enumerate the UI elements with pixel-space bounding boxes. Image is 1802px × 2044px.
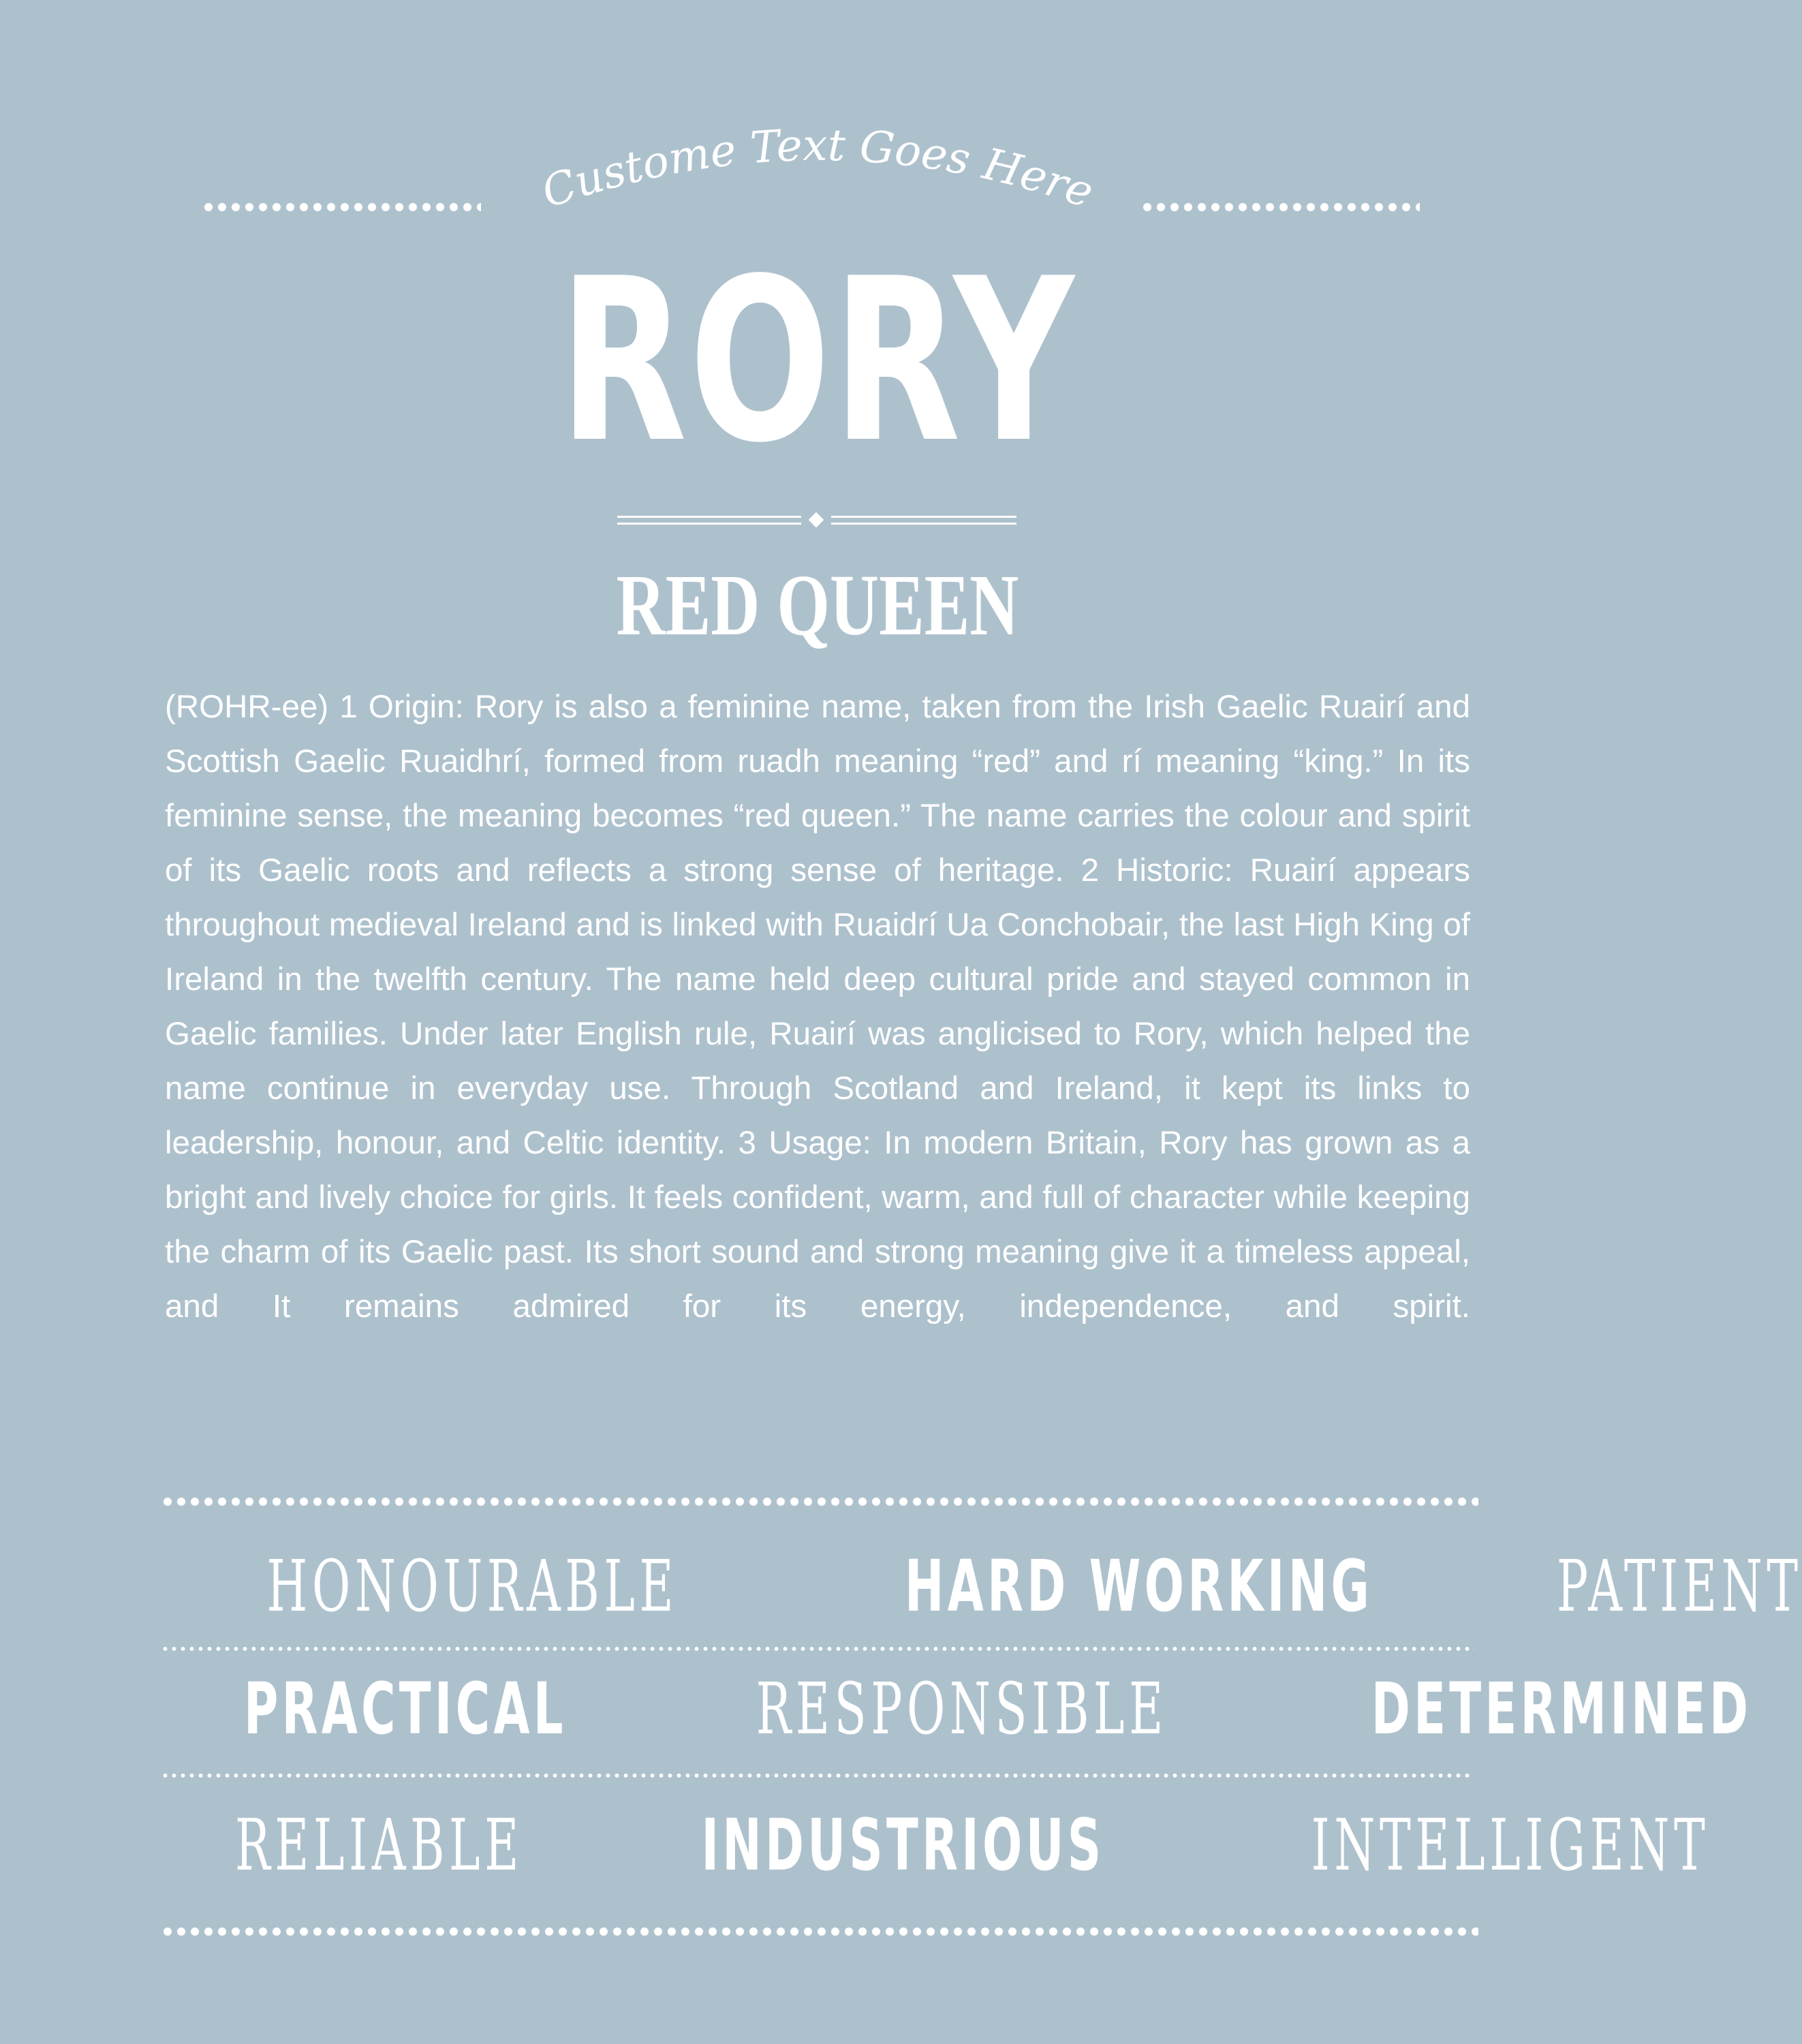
traits-row-2	[161, 1667, 1752, 1750]
trait-honourable: HONOURABLE	[266, 1545, 679, 1628]
header-dotted-rule-right	[1140, 202, 1420, 213]
traits-dotted-separator-2	[161, 1773, 1474, 1778]
trait-patient: PATIENT	[1556, 1545, 1802, 1628]
trait-hard-working: HARD WORKING	[904, 1545, 1373, 1628]
trait-reliable: RELIABLE	[234, 1803, 523, 1887]
name-title: RORY	[559, 230, 1076, 492]
trait-intelligent: INTELLIGENT	[1311, 1803, 1710, 1887]
tagline-text	[535, 121, 1100, 218]
divider-line-right-top	[831, 516, 1016, 518]
trait-determined: DETERMINED	[1371, 1667, 1752, 1750]
divider-line-left-top	[617, 516, 801, 518]
divider-line-left-bottom	[617, 523, 801, 525]
divider-diamond	[809, 512, 824, 528]
name-description: (ROHR-ee) 1 Origin: Rory is also a feminine name, taken from the Irish Gaelic Ruairí and Scottish Gaelic Ruaidhrí, formed from ruadh meaning “red” and rí meaning “king.” In its feminine sense, the meaning becomes “red queen.” The name carries the colour and spirit of its Gaelic roots and reflects a strong sense of heritage. 2 Historic: Ruairí appears throughout medieval Ireland and is linked with Ruaidrí Ua Conchobair, the last High King of Ireland in the twelfth century. The name held deep cultural pride and stayed common in Gaelic families. Under later English rule, Ruairí was anglicised to Rory, which helped the name continue in everyday use. Through Scotland and Ireland, it kept its links to leadership, honour, and Celtic identity. 3 Usage: In modern Britain, Rory has grown as a bright and lively choice for girls. It feels confident, warm, and full of character while keeping the charm of its Gaelic past. Its short sound and strong meaning give it a timeless appeal, and It remains admired for its energy, independence, and spirit.	[165, 689, 1470, 1325]
traits-row-1	[161, 1545, 1802, 1628]
trait-practical: PRACTICAL	[244, 1667, 567, 1750]
trait-industrious: INDUSTRIOUS	[701, 1803, 1105, 1887]
divider-line-right-bottom	[831, 523, 1016, 525]
traits-dotted-separator-1	[161, 1646, 1474, 1652]
tagline-script	[518, 102, 1117, 232]
traits-dotted-rule-top	[161, 1496, 1478, 1507]
traits-row-3	[161, 1803, 1710, 1887]
traits-dotted-rule-bottom	[161, 1926, 1478, 1937]
tagline-textpath: Custome Text Goes Here	[535, 120, 1100, 219]
trait-responsible: RESPONSIBLE	[756, 1667, 1168, 1750]
name-meaning: RED QUEEN	[616, 557, 1019, 653]
header-dotted-rule-left	[202, 202, 481, 213]
